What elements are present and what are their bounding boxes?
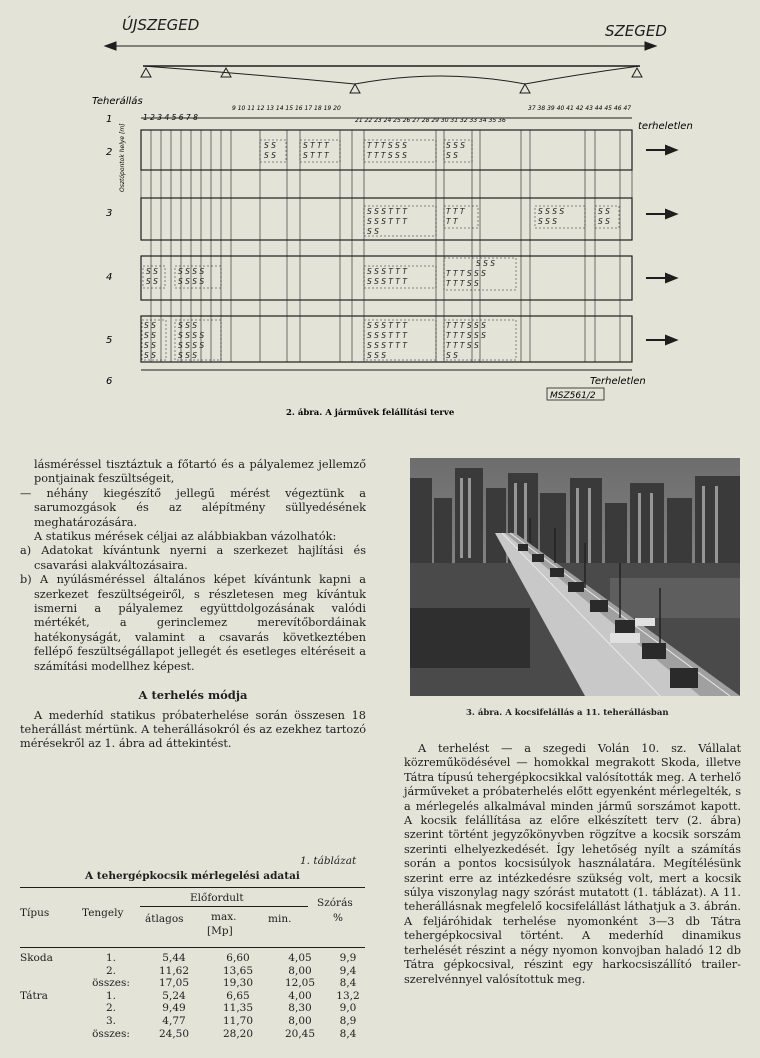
cell-max: 11,70 bbox=[222, 1014, 254, 1027]
table-row bbox=[18, 952, 366, 965]
svg-text:S S S T T T: S S S T T T bbox=[367, 277, 407, 286]
svg-text:S S S S: S S S S bbox=[178, 277, 205, 286]
svg-text:3: 3 bbox=[106, 208, 113, 219]
figure-stamp: MSZ561/2 bbox=[550, 391, 596, 401]
svg-text:S S: S S bbox=[264, 151, 276, 160]
paragraph: A terhelést — a szegedi Volán 10. sz. Vállalat közreműködésével — homokkal megrakott Skoda, illetve Tátra típusú tehergépkocsikkal valósították meg. A terhelő járműveket a próbaterhelés előtt egyenként mérlegelték, s a mérlegelés alkalmával minden jármű sorszámot kapott. A kocsik felállítása az előre elkészített terv (2. ábra) szerint történt jegyzőkönyvben rögzítve a kocsik sorszám szerinti elhelyezkedését. Így lehetőség nyílt a számítás során a pontos kocsisúlyok használatára. Megítélésünk szerint erre az intézkedésre szükség volt, mert a kocsik súlya viszonylag nagy szórást mutatott (1. táblázat). A 11. teherállásnak megfelelő kocsifelállást láthatjuk a 3. ábrán. A feljáróhidak terhelése nyomonként 3—3 db Tátra tehergépkocsival történt. A mederhíd dinamikus terhelését részint a négy nyomon konvojban haladó 12 db Tátra gépkocsival, részint egy harkocsiszállító trailer-szerelvénnyel valósítottuk meg. bbox=[404, 742, 741, 986]
svg-text:S S S T T T: S S S T T T bbox=[367, 331, 407, 340]
cell-avg: 9,49 bbox=[162, 1002, 186, 1015]
section-heading: A terhelés módja bbox=[138, 688, 248, 703]
svg-text:T T T S S S: T T T S S S bbox=[367, 141, 407, 150]
svg-text:S S: S S bbox=[598, 207, 610, 216]
header-occurred: Előfordult bbox=[190, 892, 244, 904]
cell-type bbox=[18, 1015, 80, 1028]
cell-max: 6,60 bbox=[226, 952, 250, 964]
cell-axle: 3. bbox=[105, 1014, 117, 1027]
axle-numbers-right: 37 38 39 40 41 42 43 44 45 46 47 bbox=[528, 105, 632, 112]
svg-text:S S S: S S S bbox=[178, 321, 198, 330]
svg-text:S S: S S bbox=[144, 351, 156, 360]
svg-text:T T T S S: T T T S S bbox=[446, 341, 479, 350]
svg-text:S S S S: S S S S bbox=[178, 267, 205, 276]
svg-text:S S S: S S S bbox=[476, 259, 496, 268]
svg-text:1: 1 bbox=[106, 114, 113, 125]
cell-avg: 17,05 bbox=[158, 977, 190, 990]
svg-text:S S: S S bbox=[146, 267, 158, 276]
svg-text:5: 5 bbox=[106, 335, 113, 346]
table-row bbox=[18, 1002, 366, 1015]
svg-text:6: 6 bbox=[106, 376, 113, 387]
cell-type bbox=[18, 1028, 80, 1041]
cell-type bbox=[18, 977, 80, 990]
cell-axle: összes: bbox=[92, 977, 130, 990]
cell-max: 11,35 bbox=[222, 1002, 254, 1015]
cell-max: 19,30 bbox=[222, 977, 254, 990]
cell-min: 8,00 bbox=[288, 964, 312, 977]
cell-avg: 4,77 bbox=[162, 1014, 186, 1027]
cell-max: 6,65 bbox=[226, 989, 250, 1002]
svg-text:S S S: S S S bbox=[446, 141, 466, 150]
svg-text:S S S: S S S bbox=[178, 351, 198, 360]
cell-sd: 8,4 bbox=[339, 977, 357, 990]
unloaded-label-bottom: Terheletlen bbox=[590, 376, 646, 387]
figure-2-loading-plan bbox=[0, 0, 760, 420]
cell-sd: 9,0 bbox=[339, 1002, 357, 1015]
table-row bbox=[18, 977, 366, 990]
table-row bbox=[18, 1015, 366, 1028]
right-text-column bbox=[404, 742, 741, 987]
axle-numbers-mid2: 21 22 23 24 25 26 27 28 29 30 31 32 33 34 35 36 bbox=[355, 117, 506, 124]
figure-3-caption: 3. ábra. A kocsifelállás a 11. teherállásban bbox=[466, 708, 669, 718]
cell-sd: 8,4 bbox=[339, 1027, 357, 1040]
table-row bbox=[18, 1028, 366, 1041]
svg-text:S T T T: S T T T bbox=[303, 151, 329, 160]
table-rule-top bbox=[20, 887, 365, 888]
teherallas-label: Teherállás bbox=[92, 96, 143, 107]
cell-axle: 2. bbox=[105, 1002, 117, 1015]
table-rule-mid bbox=[20, 947, 365, 948]
right-city-label: SZEGED bbox=[605, 22, 667, 40]
cell-axle: 2. bbox=[105, 964, 117, 977]
cell-axle: összes: bbox=[92, 1027, 130, 1040]
figure-3-photo bbox=[410, 458, 740, 696]
axle-numbers-mid1: 9 10 11 12 13 14 15 16 17 18 19 20 bbox=[232, 105, 341, 112]
row-arrows bbox=[646, 146, 676, 344]
svg-text:S S: S S bbox=[446, 151, 458, 160]
row-labels bbox=[106, 114, 112, 387]
header-pct: % bbox=[333, 912, 343, 924]
table-header bbox=[20, 892, 365, 948]
svg-text:S S: S S bbox=[146, 277, 158, 286]
svg-text:4: 4 bbox=[106, 272, 113, 283]
paragraph: a) Adatokat kívántunk nyerni a szerkezet hajlítási és csavarási alakváltozásaira. bbox=[20, 544, 366, 572]
svg-text:S S S S: S S S S bbox=[178, 331, 205, 340]
svg-text:T T T: T T T bbox=[446, 207, 465, 216]
svg-text:S S S T T T: S S S T T T bbox=[367, 217, 407, 226]
cell-type bbox=[18, 965, 80, 978]
svg-text:S S S T T T: S S S T T T bbox=[367, 341, 407, 350]
header-rule bbox=[140, 906, 308, 907]
svg-text:S S S T T T: S S S T T T bbox=[367, 207, 407, 216]
svg-text:T T T S S: T T T S S bbox=[446, 279, 479, 288]
header-axle: Tengely bbox=[82, 907, 124, 919]
vehicle-blocks bbox=[144, 141, 610, 360]
cell-type: Tátra bbox=[20, 989, 48, 1002]
svg-text:S S: S S bbox=[598, 217, 610, 226]
svg-text:S S S T T T: S S S T T T bbox=[367, 267, 407, 276]
cell-max: 28,20 bbox=[222, 1027, 254, 1040]
svg-text:T T T S S S: T T T S S S bbox=[446, 269, 486, 278]
cell-type: Skoda bbox=[20, 952, 53, 964]
left-city-label: ÚJSZEGED bbox=[122, 16, 200, 34]
svg-text:S S S S: S S S S bbox=[538, 207, 565, 216]
paragraph: lásméréssel tisztáztuk a főtartó és a pályalemez jellemző pontjainak feszültségeit, bbox=[34, 458, 366, 486]
cell-axle: 1. bbox=[105, 989, 117, 1002]
header-avg: átlagos bbox=[145, 913, 184, 925]
svg-text:S S S S: S S S S bbox=[178, 341, 205, 350]
cell-axle: 1. bbox=[105, 952, 117, 964]
svg-text:T T T S S S: T T T S S S bbox=[446, 331, 486, 340]
svg-text:S S S: S S S bbox=[367, 351, 387, 360]
cell-sd: 8,9 bbox=[339, 1014, 357, 1027]
cell-avg: 5,24 bbox=[162, 989, 186, 1002]
cell-min: 8,00 bbox=[288, 1014, 312, 1027]
unloaded-label-top: terheletlen bbox=[638, 121, 693, 132]
weighing-table bbox=[18, 952, 366, 1040]
svg-text:2: 2 bbox=[106, 147, 113, 158]
paragraph: b) A nyúlásméréssel általános képet kívántunk kapni a szerkezet feszültségeiről, s részletesen meg kívántuk ismerni a pályalemez együttdolgozásának valódi mértékét, a gerinclemez merevítőbordáinak hatékonyságát, valamint a csavarás következtében fellépő feszültségállapot jellegét és esetleges eltéréseit a számítási modellhez képest. bbox=[20, 573, 366, 673]
table-1-title: A tehergépkocsik mérlegelési adatai bbox=[85, 870, 300, 882]
cell-avg: 11,62 bbox=[158, 964, 190, 977]
svg-text:S S: S S bbox=[264, 141, 276, 150]
paragraph: — néhány kiegészítő jellegű mérést végeztünk a sarumozgások és az alépítmény süllyedésének meghatározására. bbox=[20, 486, 366, 529]
svg-text:S S S: S S S bbox=[538, 217, 558, 226]
cell-avg: 24,50 bbox=[158, 1027, 190, 1040]
paragraph: A statikus mérések céljai az alábbiakban vázolhatók: bbox=[34, 530, 337, 544]
left-text-column bbox=[20, 458, 366, 752]
table-1-number: 1. táblázat bbox=[300, 855, 357, 867]
svg-text:S S S T T T: S S S T T T bbox=[367, 321, 407, 330]
header-sd: Szórás bbox=[317, 897, 353, 909]
svg-text:T T T S S S: T T T S S S bbox=[446, 321, 486, 330]
cell-min: 4,00 bbox=[288, 989, 312, 1002]
header-min: min. bbox=[268, 913, 292, 925]
division-points-label: Osztópontok helye [m] bbox=[119, 123, 126, 192]
header-unit: [Mp] bbox=[207, 925, 233, 937]
svg-text:S S: S S bbox=[144, 341, 156, 350]
paragraph: A mederhíd statikus próbaterhelése során összesen 18 teherállást mértünk. A teherállásokról és az ezekhez tartozó mérésekről az 1. ábra ad áttekintést. bbox=[20, 708, 366, 751]
svg-text:S S: S S bbox=[367, 227, 379, 236]
svg-text:T T T S S S: T T T S S S bbox=[367, 151, 407, 160]
cell-sd: 13,2 bbox=[336, 989, 360, 1002]
table-row bbox=[18, 990, 366, 1003]
svg-text:S S: S S bbox=[446, 351, 458, 360]
cell-min: 4,05 bbox=[288, 952, 312, 964]
direction-arrows bbox=[105, 42, 656, 84]
header-type: Típus bbox=[20, 907, 50, 919]
svg-text:T T: T T bbox=[446, 217, 458, 226]
table-row bbox=[18, 965, 366, 978]
svg-text:S S: S S bbox=[144, 321, 156, 330]
cell-min: 8,30 bbox=[288, 1002, 312, 1015]
svg-text:S T T T: S T T T bbox=[303, 141, 329, 150]
cell-max: 13,65 bbox=[222, 964, 254, 977]
header-max: max. bbox=[211, 911, 237, 923]
cell-sd: 9,9 bbox=[339, 952, 357, 964]
cell-type bbox=[18, 1002, 80, 1015]
cell-avg: 5,44 bbox=[162, 952, 186, 964]
cell-sd: 9,4 bbox=[339, 964, 357, 977]
cell-min: 12,05 bbox=[284, 977, 316, 990]
svg-text:S S: S S bbox=[144, 331, 156, 340]
bridge-photo-illustration bbox=[410, 458, 740, 696]
cell-min: 20,45 bbox=[284, 1027, 316, 1040]
axle-numbers-left: 1 2 3 4 5 6 7 8 bbox=[143, 113, 198, 122]
figure-2-caption: 2. ábra. A járművek felállítási terve bbox=[286, 408, 455, 418]
